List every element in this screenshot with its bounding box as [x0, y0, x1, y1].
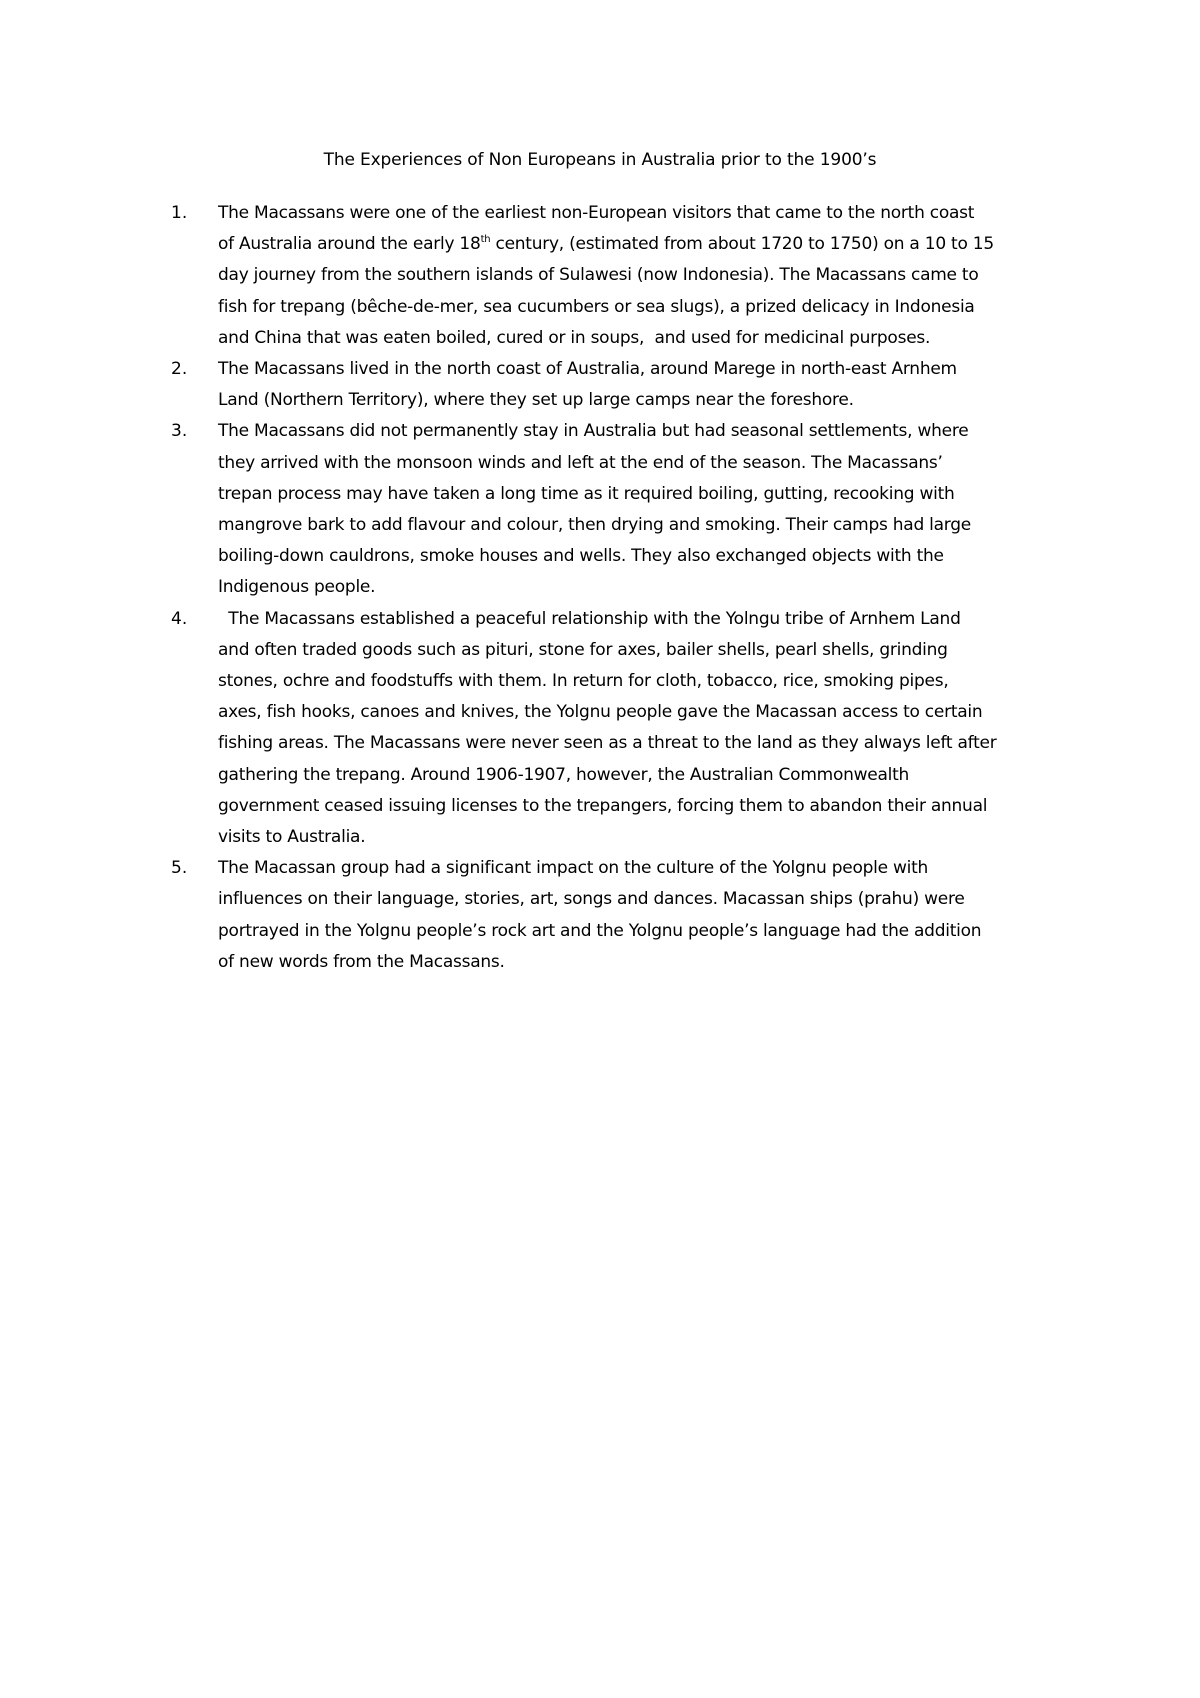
paragraph-line: fishing areas. The Macassans were never seen as a threat to the land as they always left after: [218, 733, 997, 754]
list-item-number: 1.: [171, 203, 188, 223]
line-text: century, (estimated from about 1720 to 1750) on a 10 to 15: [490, 234, 994, 255]
list-item-number: 5.: [171, 858, 188, 879]
paragraph-line: government ceased issuing licenses to the trepangers, forcing them to abandon their annual: [218, 795, 988, 816]
paragraph-line: portrayed in the Yolgnu people’s rock art and the Yolgnu people’s language had the addition: [218, 920, 982, 941]
ordinal-superscript: th: [480, 233, 491, 245]
paragraph-line: The Macassans established a peaceful relationship with the Yolngu tribe of Arnhem Land: [218, 608, 961, 629]
paragraph-line: The Macassan group had a significant impact on the culture of the Yolgnu people with: [218, 858, 929, 879]
numbered-list: [171, 198, 1076, 978]
paragraph-line: Land (Northern Territory), where they set up large camps near the foreshore.: [218, 390, 854, 411]
list-item: [171, 198, 1076, 354]
paragraph-line: axes, fish hooks, canoes and knives, the Yolgnu people gave the Macassan access to certain: [218, 702, 983, 723]
list-item: [171, 354, 1076, 416]
paragraph-line: trepan process may have taken a long time as it required boiling, gutting, recooking with: [218, 483, 955, 504]
paragraph-line: and China that was eaten boiled, cured or in soups, and used for medicinal purposes.: [218, 327, 931, 348]
list-item-number: 3.: [171, 421, 188, 442]
paragraph-line: boiling-down cauldrons, smoke houses and wells. They also exchanged objects with the: [218, 546, 944, 567]
list-item: [171, 416, 1076, 603]
paragraph-line: gathering the trepang. Around 1906-1907, however, the Australian Commonwealth: [218, 764, 910, 785]
paragraph-line: influences on their language, stories, art, songs and dances. Macassan ships (prahu) were: [218, 889, 965, 910]
list-item-number: 2.: [171, 359, 188, 380]
document-title: The Experiences of Non Europeans in Australia prior to the 1900’s: [323, 150, 877, 170]
paragraph-line: The Macassans were one of the earliest non-European visitors that came to the north coast: [218, 203, 975, 223]
paragraph-line: fish for trepang (bêche-de-mer, sea cucumbers or sea slugs), a prized delicacy in Indonesia: [218, 296, 975, 317]
paragraph-line: stones, ochre and foodstuffs with them. In return for cloth, tobacco, rice, smoking pipes,: [218, 671, 949, 692]
paragraph-line: of new words from the Macassans.: [218, 951, 505, 972]
paragraph-line: [218, 229, 1076, 260]
paragraph-line: Indigenous people.: [218, 577, 376, 598]
paragraph-line: mangrove bark to add flavour and colour, then drying and smoking. Their camps had large: [218, 515, 971, 536]
paragraph-line: The Macassans lived in the north coast of Australia, around Marege in north-east Arnhem: [218, 359, 957, 380]
paragraph-line: and often traded goods such as pituri, stone for axes, bailer shells, pearl shells, grinding: [218, 639, 948, 660]
line-text: of Australia around the early 18: [218, 234, 481, 255]
list-item: [171, 604, 1076, 854]
paragraph-line: they arrived with the monsoon winds and left at the end of the season. The Macassans’: [218, 452, 943, 473]
paragraph-line: day journey from the southern islands of Sulawesi (now Indonesia). The Macassans came to: [218, 265, 979, 286]
paragraph-line: visits to Australia.: [218, 827, 366, 848]
list-item-number: 4.: [171, 608, 188, 629]
paragraph-line: The Macassans did not permanently stay in Australia but had seasonal settlements, where: [218, 421, 969, 442]
list-item: [171, 853, 1076, 978]
